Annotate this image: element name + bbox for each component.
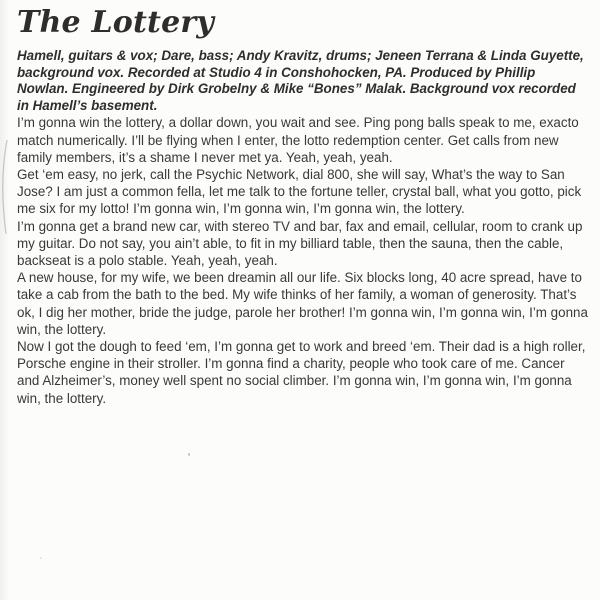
verse-2: Get ‘em easy, no jerk, call the Psychic Network, dial 800, she will say, What’s the way to San Jose? I am just a common fella, let me talk to the fortune teller, crystal ball, what you gotto, pick me six for my lotto! I’m gonna win, I’m gonna win, I’m gonna win, the lottery. [17, 166, 582, 217]
scan-speck [188, 453, 190, 456]
verse-5: Now I got the dough to feed ‘em, I’m gonna get to work and breed ‘em. Their dad is a high roller, Porsche engine in their stroller. I’m gonna find a charity, people who took care of me. Cancer and Alzheimer’s, money well spent no social climber. I’m gonna win, I’m gonna win, I’m gonna win, the lottery. [17, 339, 586, 406]
scan-edge-artifact [0, 138, 12, 238]
scan-speck [40, 557, 42, 559]
scan-edge-shadow [0, 0, 9, 600]
lyrics-body [17, 114, 589, 406]
verse-1: I’m gonna win the lottery, a dollar down, you wait and see. Ping pong balls speak to me, exacto match numerically. I’ll be flying when I enter, the lotto redemption center. Get calls from new family members, it’s a shame I never met ya. Yeah, yeah, yeah. [17, 115, 579, 165]
song-title: The Lottery [17, 5, 215, 40]
lyrics-sheet [17, 5, 589, 407]
credits-paragraph: Hamell, guitars & vox; Dare, bass; Andy Kravitz, drums; Jeneen Terrana & Linda Guyette, background vox. Recorded at Studio 4 in Conshohocken, PA. Produced by Phillip Nowlan. Engineered by Dirk Grobelny & Mike “Bones” Malak. Background vox recorded in Hamell’s basement. [17, 48, 584, 113]
verse-4: A new house, for my wife, we been dreamin all our life. Six blocks long, 40 acre spread, have to take a cab from the bath to the bed. My wife thinks of her family, a woman of generosity. That’s ok, I dig her mother, bride the judge, parole her brother! I’m gonna win, I’m gonna win, I’m gonna win, the lottery. [17, 270, 588, 337]
verse-3: I’m gonna get a brand new car, with stereo TV and bar, fax and email, cellular, room to crank up my guitar. Do not say, you ain’t able, to fit in my billiard table, then the sauna, then the cable, backseat is a polo stable. Yeah, yeah, yeah. [17, 218, 583, 268]
